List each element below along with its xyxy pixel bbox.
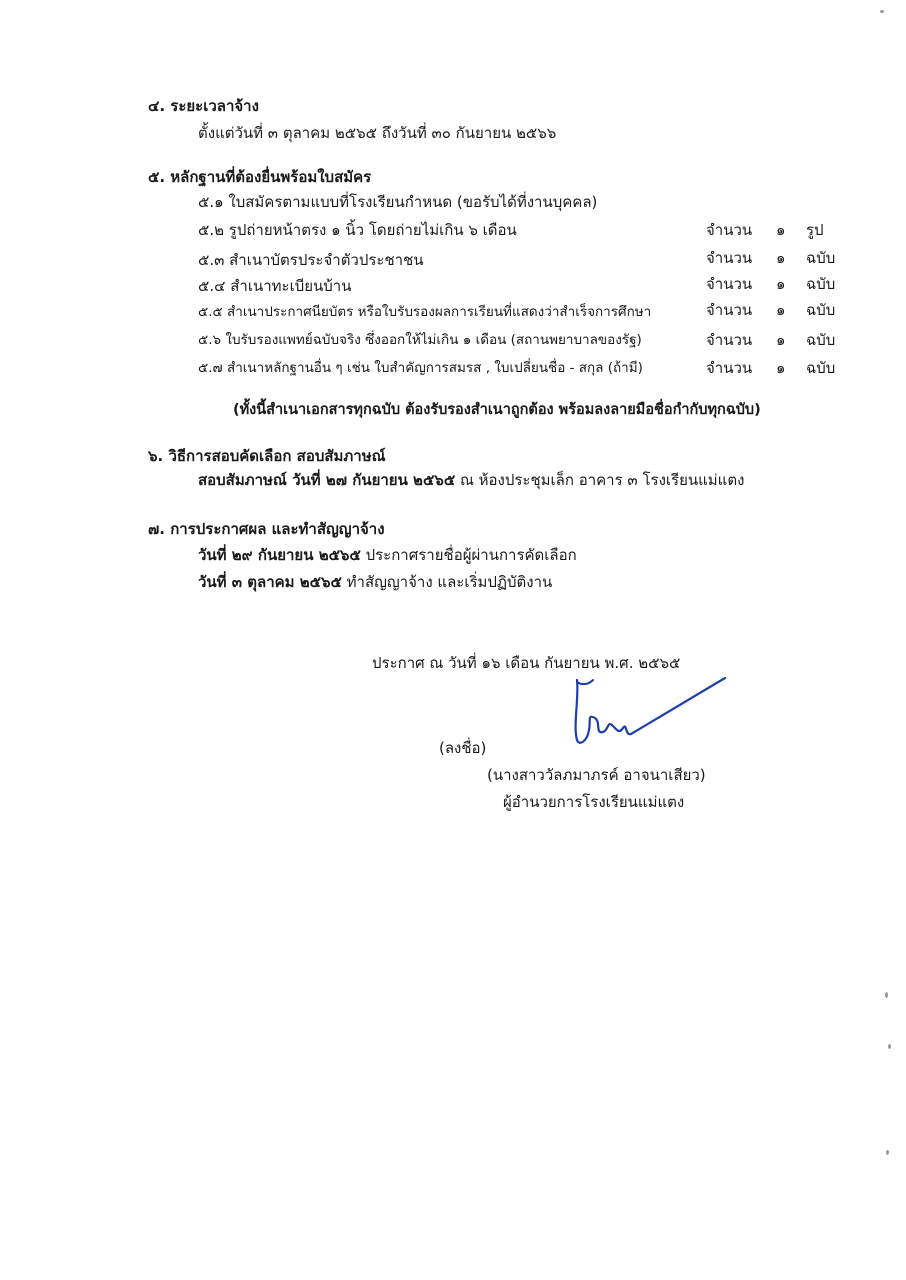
scan-speck xyxy=(888,1044,891,1049)
qty-unit: ฉบับ xyxy=(806,359,836,377)
sec6-heading: ๖. วิธีการสอบคัดเลือก สอบสัมภาษณ์ xyxy=(148,447,386,465)
sec7-line1 xyxy=(198,545,577,565)
qty-unit: ฉบับ xyxy=(806,331,836,349)
sec6-date: สอบสัมภาษณ์ วันที่ ๒๗ กันยายน ๒๕๖๕ xyxy=(198,471,456,489)
qty-value: ๑ xyxy=(776,359,786,377)
list-item: ๕.๓ สำเนาบัตรประจำตัวประชาชน xyxy=(198,251,424,269)
announce-date: ประกาศ ณ วันที่ ๑๖ เดือน กันยายน พ.ศ. ๒๕๖๕ xyxy=(372,654,681,672)
qty-label: จำนวน xyxy=(706,301,753,319)
qty-value: ๑ xyxy=(776,221,786,239)
sec4-heading: ๔. ระยะเวลาจ้าง xyxy=(148,97,259,115)
qty-label: จำนวน xyxy=(706,359,753,377)
qty-value: ๑ xyxy=(776,275,786,293)
list-item: ๕.๔ สำเนาทะเบียนบ้าน xyxy=(198,277,352,295)
sign-label: (ลงชื่อ) xyxy=(439,739,487,757)
sec7-line1-date: วันที่ ๒๙ กันยายน ๒๕๖๕ xyxy=(198,546,361,564)
list-item: ๕.๗ สำเนาหลักฐานอื่น ๆ เช่น ใบสำคัญการสมรส , ใบเปลี่ยนชื่อ - สกุล (ถ้ามี) xyxy=(198,360,643,376)
scan-speck xyxy=(885,992,888,998)
sec7-line2-date: วันที่ ๓ ตุลาคม ๒๕๖๕ xyxy=(198,573,342,591)
qty-label: จำนวน xyxy=(706,275,753,293)
sec5-note: (ทั้งนี้สำเนาเอกสารทุกฉบับ ต้องรับรองสำเนาถูกต้อง พร้อมลงลายมือชื่อกำกับทุกฉบับ) xyxy=(233,402,761,418)
sec6-detail xyxy=(198,470,744,490)
list-item: ๕.๒ รูปถ่ายหน้าตรง ๑ นิ้ว โดยถ่ายไม่เกิน ๖ เดือน xyxy=(198,221,517,239)
sec5-heading: ๕. หลักฐานที่ต้องยื่นพร้อมใบสมัคร xyxy=(148,168,372,186)
qty-value: ๑ xyxy=(776,301,786,319)
sec6-place: ณ ห้องประชุมเล็ก อาคาร ๓ โรงเรียนแม่แตง xyxy=(455,471,745,489)
list-item: ๕.๑ ใบสมัครตามแบบที่โรงเรียนกำหนด (ขอรับได้ที่งานบุคคล) xyxy=(198,193,598,211)
scan-speck xyxy=(880,10,884,13)
sec7-line2-text: ทำสัญญาจ้าง และเริ่มปฏิบัติงาน xyxy=(341,573,553,591)
qty-label: จำนวน xyxy=(706,221,753,239)
sec7-line1-text: ประกาศรายชื่อผู้ผ่านการคัดเลือก xyxy=(360,546,577,564)
signature-mark xyxy=(565,668,755,753)
qty-label: จำนวน xyxy=(706,331,753,349)
qty-value: ๑ xyxy=(776,249,786,267)
signer-position: ผู้อำนวยการโรงเรียนแม่แตง xyxy=(503,793,685,811)
qty-unit: ฉบับ xyxy=(806,249,836,267)
qty-value: ๑ xyxy=(776,331,786,349)
sec7-heading: ๗. การประกาศผล และทำสัญญาจ้าง xyxy=(148,520,385,538)
signer-name: (นางสาววัลภมาภรค์ อาจนาเสียว) xyxy=(487,766,706,784)
sec7-line2 xyxy=(198,572,552,592)
scan-speck xyxy=(886,1150,889,1155)
list-item: ๕.๕ สำเนาประกาศนียบัตร หรือใบรับรองผลการเรียนที่แสดงว่าสำเร็จการศึกษา xyxy=(198,304,652,320)
qty-unit: ฉบับ xyxy=(806,275,836,293)
list-item: ๕.๖ ใบรับรองแพทย์ฉบับจริง ซึ่งออกให้ไม่เกิน ๑ เดือน (สถานพยาบาลของรัฐ) xyxy=(198,332,642,348)
qty-label: จำนวน xyxy=(706,249,753,267)
qty-unit: รูป xyxy=(806,221,824,239)
qty-unit: ฉบับ xyxy=(806,301,836,319)
sec4-period: ตั้งแต่วันที่ ๓ ตุลาคม ๒๕๖๕ ถึงวันที่ ๓๐ กันยายน ๒๕๖๖ xyxy=(198,124,557,142)
